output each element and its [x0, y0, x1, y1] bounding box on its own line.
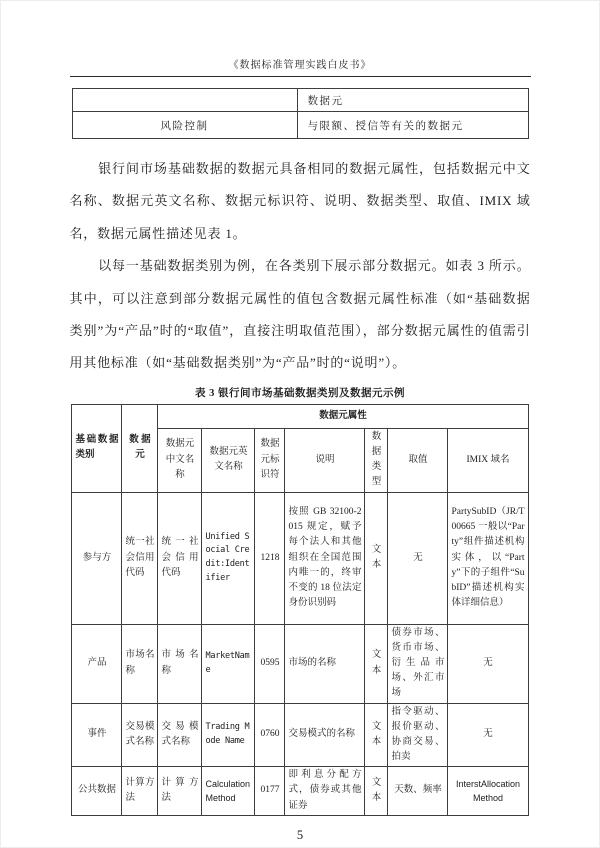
cell-basic-category: 事件 — [72, 703, 122, 767]
cell-value: 无 — [388, 492, 448, 624]
cell-value: 债券市场、货币市场、衍生品市场、外汇市场 — [388, 624, 448, 703]
cell-value: 天数、频率 — [388, 767, 448, 816]
header-basic-category: 基础数据类别 — [72, 404, 122, 492]
risk-control-table — [72, 88, 529, 139]
cell-data-type: 文本 — [365, 492, 388, 624]
cell-cn-name: 计算方法 — [158, 767, 202, 816]
cell-identifier: 1218 — [255, 492, 285, 624]
table-row — [72, 767, 528, 816]
cell-cn-name: 统一社会信用代码 — [158, 492, 202, 624]
cell-elements: 与限额、授信等有关的数据元 — [297, 112, 528, 139]
header-data-type: 数据类型 — [365, 428, 388, 492]
header-element-attributes: 数据元属性 — [158, 404, 528, 428]
cell-basic-category: 参与方 — [72, 492, 122, 624]
cell-identifier: 0177 — [255, 767, 285, 816]
body-paragraph: 以每一基础数据类别为例，在各类别下展示部分数据元。如表 3 所示。其中，可以注意到部分数据元属性的值包含数据元属性标准（如“基础数据类别”为“产品”时的“取值”，直接注明取值范围），部分数据元属性的值需引用其他标准（如“基础数据类别”为“产品”时的“说明”）。 — [69, 258, 531, 371]
cell-data-type: 文本 — [365, 703, 388, 767]
cell-description: 按照 GB 32100-2015 规定，赋予每个法人和其他组织在全国范围内唯一的，终审不变的 18 位法定身份识别码 — [285, 492, 365, 624]
cell-description: 即利息分配方式，债券或其他证券 — [285, 767, 365, 816]
header-description: 说明 — [285, 428, 365, 492]
cell-imix: InterstAllocation Method — [448, 767, 528, 816]
cell-imix: 无 — [448, 703, 528, 767]
cell-data-element: 统一社会信用代码 — [122, 492, 158, 624]
cell-en-name: Unified Social Credit:Identifier — [202, 492, 255, 624]
table3-caption: 表 3 银行间市场基础数据类别及数据元示例 — [195, 387, 405, 399]
cell-category: 风险控制 — [72, 112, 297, 139]
cell-identifier: 0595 — [255, 624, 285, 703]
table-row — [72, 624, 528, 703]
header-data-element: 数 据 元 — [122, 404, 158, 492]
body-paragraph: 银行间市场基础数据的数据元具备相同的数据元属性，包括数据元中文名称、数据元英文名称、数据元标识符、说明、数据类型、取值、IMIX 域名，数据元属性描述见表 1。 — [69, 161, 531, 241]
cell-category — [72, 89, 297, 112]
cell-identifier: 0760 — [255, 703, 285, 767]
cell-description: 交易模式的名称 — [285, 703, 365, 767]
cell-en-name: MarketName — [202, 624, 255, 703]
table-row — [72, 89, 528, 112]
content-column — [70, 1, 531, 843]
cell-en-name: Calculation Method — [202, 767, 255, 816]
cell-description: 市场的名称 — [285, 624, 365, 703]
cell-imix: 无 — [448, 624, 528, 703]
cell-value: 指令驱动、报价驱动、协商交易、拍卖 — [388, 703, 448, 767]
cell-elements-header: 数据元 — [297, 89, 528, 112]
table3 — [71, 404, 528, 816]
cell-data-element: 计算方法 — [122, 767, 158, 816]
table3-group-header-row — [72, 404, 528, 428]
cell-cn-name: 交易模式名称 — [158, 703, 202, 767]
header-cn-name: 数据元中文名称 — [158, 428, 202, 492]
running-header: 《数据标准管理实践白皮书》 — [70, 1, 531, 77]
cell-basic-category: 公共数据 — [72, 767, 122, 816]
cell-en-name: Trading Mode Name — [202, 703, 255, 767]
header-identifier: 数据元标识符 — [255, 428, 285, 492]
cell-data-element: 市场名称 — [122, 624, 158, 703]
header-imix: IMIX 域名 — [448, 428, 528, 492]
table-row — [72, 112, 528, 139]
cell-data-type: 文本 — [365, 767, 388, 816]
header-value: 取值 — [388, 428, 448, 492]
cell-imix: PartySubID（JR/T 00665 一般以“Party”组件描述机构实体，以“Party”下的子组件“SubID”描述机构实体详细信息） — [448, 492, 528, 624]
table-row — [72, 703, 528, 767]
page-number: 5 — [296, 827, 304, 842]
cell-data-element: 交易模式名称 — [122, 703, 158, 767]
table-row — [72, 492, 528, 624]
cell-data-type: 文本 — [365, 624, 388, 703]
header-en-name: 数据元英文名称 — [202, 428, 255, 492]
cell-basic-category: 产品 — [72, 624, 122, 703]
cell-cn-name: 市场名称 — [158, 624, 202, 703]
